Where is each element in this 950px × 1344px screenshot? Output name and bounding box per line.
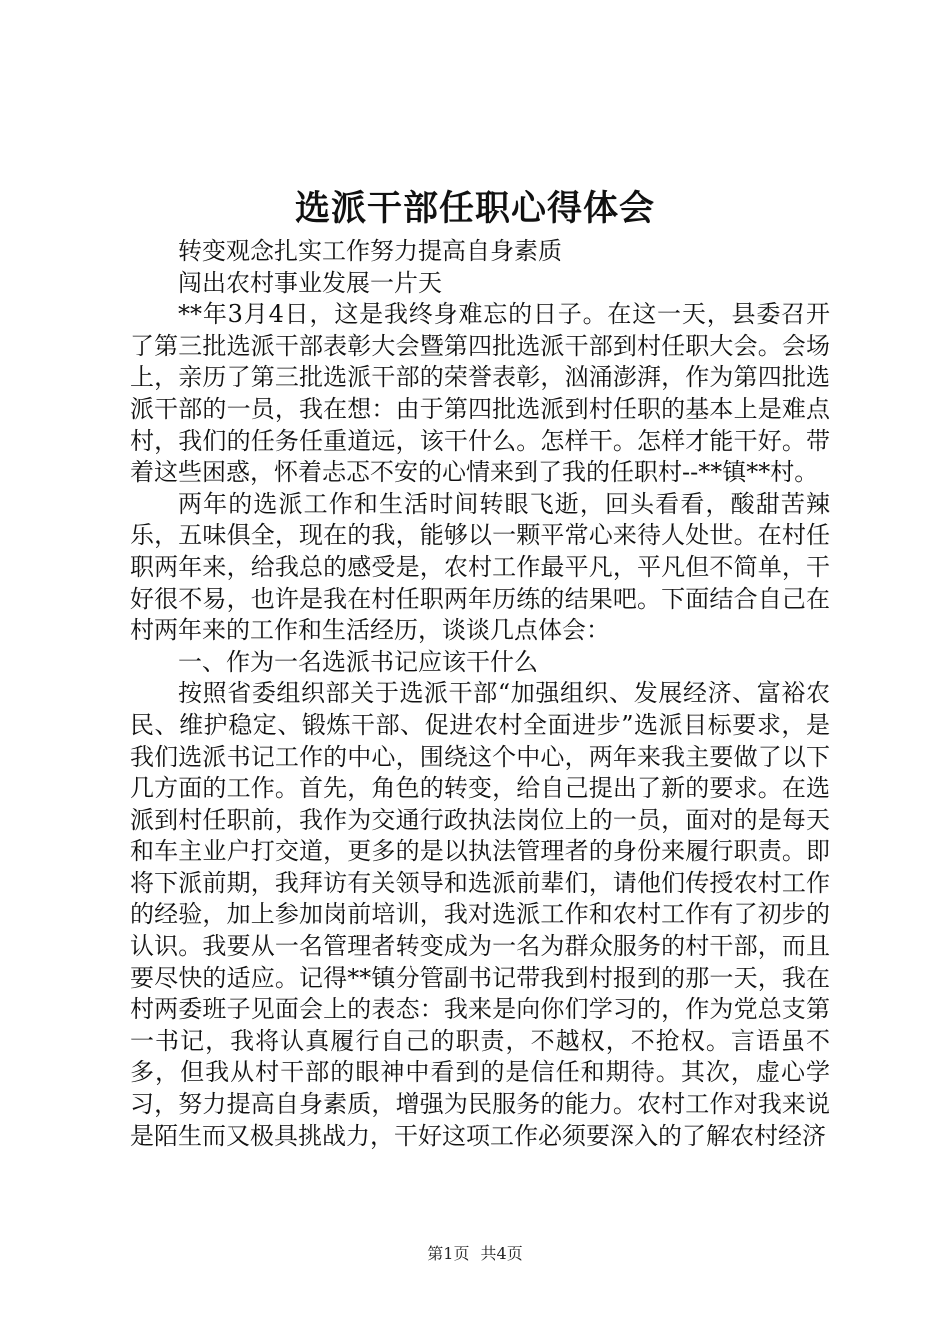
paragraph-intro: **年3月4日，这是我终身难忘的日子。在这一天，县委召开了第三批选派干部表彰大会暨第四批选派干部到村任职大会。会场上，亲历了第三批选派干部的荣誉表彰，汹涌澎湃，作为第四批选派干部的一员，我在想：由于第四批选派到村任职的基本上是难点村，我们的任务任重道远，该干什么。怎样干。怎样才能干好。带着这些困惑，怀着忐忑不安的心情来到了我的任职村--**镇**村。: [130, 300, 830, 487]
section-heading-1: 一、作为一名选派书记应该干什么: [178, 647, 538, 676]
document-body: [130, 236, 830, 1152]
document-title: 选派干部任职心得体会: [294, 188, 655, 229]
paragraph-section-1: 按照省委组织部关于选派干部“加强组织、发展经济、富裕农民、维护稳定、锻炼干部、促进农村全面进步”选派目标要求，是我们选派书记工作的中心，围绕这个中心，两年来我主要做了以下几方面的工作。首先，角色的转变，给自己提出了新的要求。在选派到村任职前，我作为交通行政执法岗位上的一员，面对的是每天和车主业户打交道，更多的是以执法管理者的身份来履行职责。即将下派前期，我拜访有关领导和选派前辈们，请他们传授农村工作的经验，加上参加岗前培训，我对选派工作和农村工作有了初步的认识。我要从一名管理者转变成为一名为群众服务的村干部，而且要尽快的适应。记得**镇分管副书记带我到村报到的那一天，我在村两委班子见面会上的表态：我来是向你们学习的，作为党总支第一书记，我将认真履行自己的职责，不越权，不抢权。言语虽不多，但我从村干部的眼神中看到的是信任和期待。其次，虚心学习，努力提高自身素质，增强为民服务的能力。农村工作对我来说是陌生而又极具挑战力，干好这项工作必须要深入的了解农村经济: [130, 679, 830, 1150]
page-total: 共4页: [480, 1244, 523, 1263]
page-number: 第1页: [427, 1244, 470, 1263]
page-footer: [0, 1244, 950, 1264]
paragraph-subtitle-1: 转变观念扎实工作努力提高自身素质: [178, 237, 562, 265]
paragraph-subtitle-2: 闯出农村事业发展一片天: [178, 268, 442, 297]
paragraph-reflection: 两年的选派工作和生活时间转眼飞逝，回头看看，酸甜苦辣乐，五味俱全，现在的我，能够以一颗平常心来待人处世。在村任职两年来，给我总的感受是，农村工作最平凡，平凡但不简单，干好很不易，也许是我在村任职两年历练的结果吧。下面结合自己在村两年来的工作和生活经历，谈谈几点体会：: [130, 489, 830, 645]
